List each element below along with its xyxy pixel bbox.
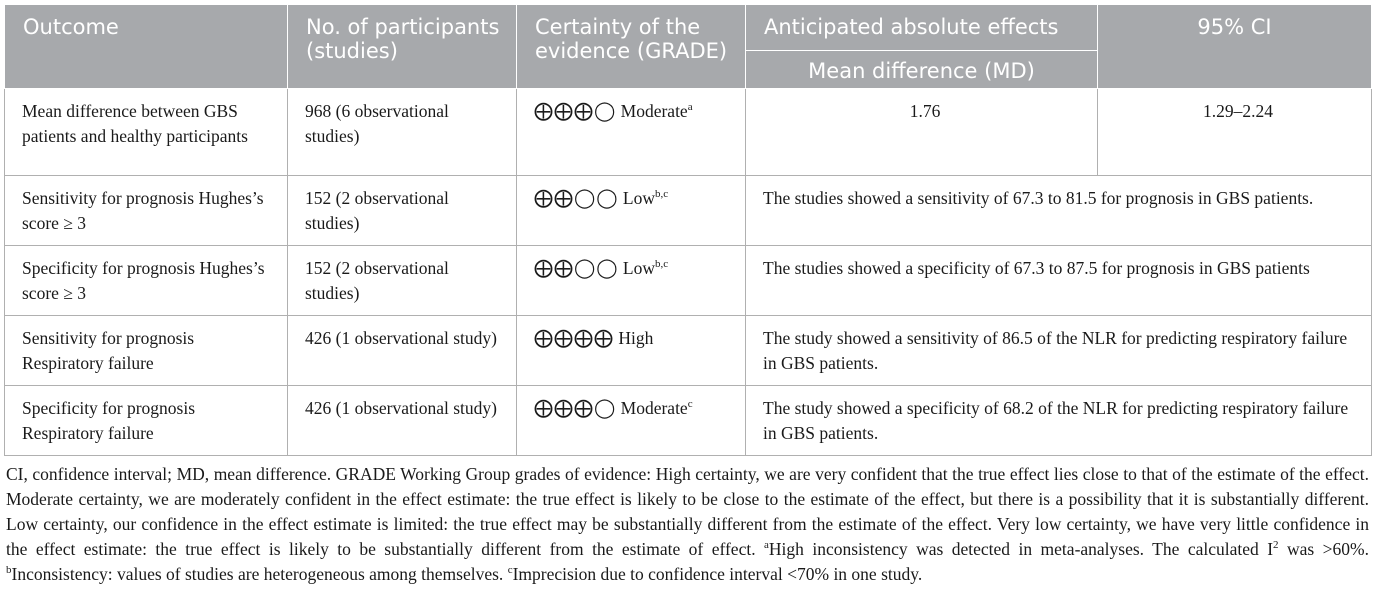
header-outcome: Outcome [5,5,288,89]
grade-symbols-icon: ⨁⨁⨁◯ [534,397,617,419]
participants-cell: 426 (1 observational study) [288,386,517,456]
participants-cell: 152 (2 observational studies) [288,176,517,246]
header-certainty: Certainty of the evidence (GRADE) [517,5,746,89]
footnote-mark-a: a [764,539,769,551]
certainty-label: Moderate [620,398,688,418]
participants-cell: 426 (1 observational study) [288,316,517,386]
effect-cell: The study showed a specificity of 68.2 of the NLR for predicting respiratory failure in GBS patients. [746,386,1372,456]
participants-cell: 152 (2 observational studies) [288,246,517,316]
outcome-cell: Mean difference between GBS patients and healthy participants [5,89,288,176]
mean-difference-cell: 1.76 [746,89,1098,176]
outcome-cell: Specificity for prognosis Hughes’s score ≥ 3 [5,246,288,316]
table-footnote [4,456,1371,587]
certainty-cell [517,316,746,386]
table-row [5,246,1372,316]
certainty-label: Low [622,258,655,278]
table-header [5,5,1372,89]
effect-cell: The studies showed a sensitivity of 67.3 to 81.5 for prognosis in GBS patients. [746,176,1372,246]
effect-cell: The studies showed a specificity of 67.3 to 87.5 for prognosis in GBS patients [746,246,1372,316]
grade-symbols-icon: ⨁⨁⨁◯ [534,100,617,122]
header-participants: No. of participants (studies) [288,5,517,89]
certainty-cell [517,386,746,456]
certainty-cell [517,246,746,316]
certainty-label: High [618,328,654,348]
grade-evidence-table [4,4,1372,456]
certainty-cell [517,89,746,176]
footnote-mark-c: c [507,564,513,576]
table-body [5,89,1372,456]
header-ci: 95% CI [1098,5,1372,89]
footnote-a-text: High inconsistency was detected in meta-analyses. The calculated I [768,539,1274,559]
header-mean-difference: Mean difference (MD) [746,51,1098,89]
outcome-cell: Sensitivity for prognosis Hughes’s score ≥ 3 [5,176,288,246]
certainty-label: Low [622,188,655,208]
certainty-footnote-mark: c [687,398,693,410]
outcome-cell: Specificity for prognosis Respiratory failure [5,386,288,456]
table-row [5,176,1372,246]
certainty-footnote-mark: b,c [654,258,669,270]
table-row [5,89,1372,176]
footnote-b-text: Inconsistency: values of studies are heterogeneous among themselves. [11,564,508,584]
ci-cell: 1.29–2.24 [1098,89,1372,176]
table-row [5,386,1372,456]
certainty-cell [517,176,746,246]
grade-symbols-icon: ⨁⨁⨁⨁ [534,327,614,349]
footnote-a-exponent: 2 [1273,539,1279,551]
certainty-footnote-mark: a [687,101,693,113]
grade-symbols-icon: ⨁⨁◯◯ [534,187,619,209]
footnote-mark-b: b [6,564,12,576]
certainty-label: Moderate [620,101,688,121]
effect-cell: The study showed a sensitivity of 86.5 of the NLR for predicting respiratory failure in GBS patients. [746,316,1372,386]
certainty-footnote-mark: b,c [654,188,669,200]
footnote-c-text: Imprecision due to confidence interval <70% in one study. [512,564,923,584]
table-row [5,316,1372,386]
footnote-main: CI, confidence interval; MD, mean difference. GRADE Working Group grades of evidence: High certainty, we are very confident that the true effect lies close to that of the estimate of the effect. Moderate certainty, we are moderately confident in the effect estimate: the true effect is likely to be close to the estimate of the effect, but there is a possibility that it is substantially different. Low certainty, our confidence in the effect estimate is limited: the true effect may be substantially different from the estimate of the effect. Very low certainty, we have very little confidence in the effect estimate: the true effect is likely to be substantially different from the estimate of effect. [6,464,1369,559]
outcome-cell: Sensitivity for prognosis Respiratory failure [5,316,288,386]
participants-cell: 968 (6 observational studies) [288,89,517,176]
header-anticipated-effects: Anticipated absolute effects [746,5,1098,51]
grade-symbols-icon: ⨁⨁◯◯ [534,257,619,279]
footnote-a-text-end: was >60%. [1278,539,1369,559]
grade-table-container [4,4,1371,587]
